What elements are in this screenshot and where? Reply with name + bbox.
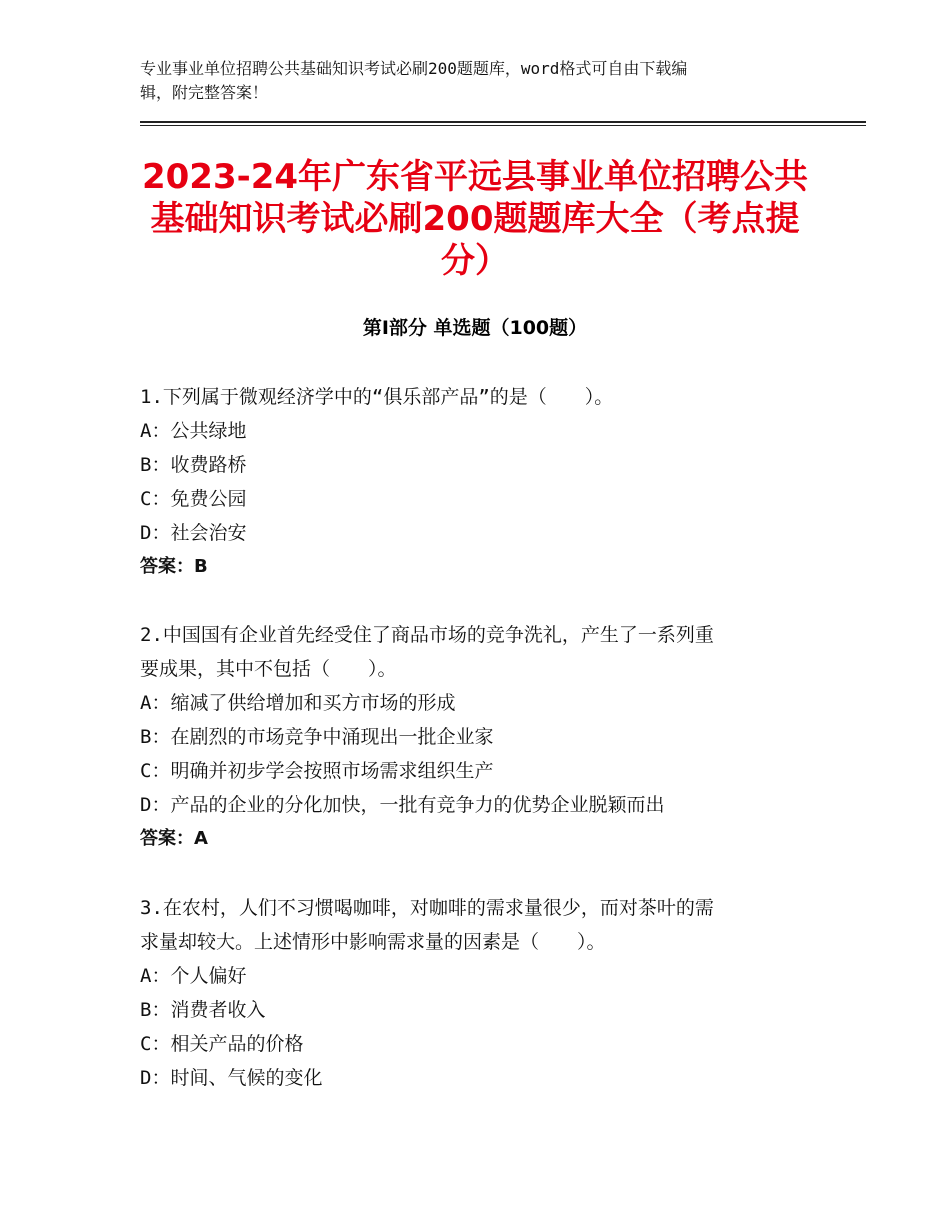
header-rule-thick — [140, 121, 866, 123]
question-stem-line-2: 要成果，其中不包括（ ）。 — [140, 658, 397, 680]
question-1 — [140, 380, 810, 584]
title-line-1: 2023-24年广东省平远县事业单位招聘公共 — [141, 157, 809, 197]
answer: 答案：A — [140, 828, 208, 849]
option-a: A：个人偏好 — [140, 965, 247, 987]
option-b: B：收费路桥 — [140, 454, 247, 476]
question-stem: 1.下列属于微观经济学中的“俱乐部产品”的是（ ）。 — [140, 386, 614, 408]
document-header-note — [140, 57, 780, 105]
question-stem-line-1: 3.在农村，人们不习惯喝咖啡，对咖啡的需求量很少，而对茶叶的需 — [140, 897, 714, 919]
option-d: D：社会治安 — [140, 522, 247, 544]
question-stem-line-2: 求量却较大。上述情形中影响需求量的因素是（ ）。 — [140, 931, 606, 953]
document-title — [140, 156, 810, 282]
section-title: 第Ⅰ部分 单选题（100题） — [362, 317, 588, 339]
question-3 — [140, 891, 810, 1095]
option-b: B：消费者收入 — [140, 999, 266, 1021]
option-b: B：在剧烈的市场竞争中涌现出一批企业家 — [140, 726, 494, 748]
answer: 答案：B — [140, 556, 208, 577]
header-line-2: 辑，附完整答案！ — [140, 83, 269, 102]
option-c: C：免费公园 — [140, 488, 247, 510]
question-2 — [140, 618, 810, 856]
option-c: C：明确并初步学会按照市场需求组织生产 — [140, 760, 494, 782]
title-line-2: 基础知识考试必刷200题题库大全（考点提 — [150, 199, 800, 239]
option-d: D：时间、气候的变化 — [140, 1067, 323, 1089]
option-c: C：相关产品的价格 — [140, 1033, 304, 1055]
question-stem-line-1: 2.中国国有企业首先经受住了商品市场的竞争洗礼，产生了一系列重 — [140, 624, 714, 646]
option-d: D：产品的企业的分化加快，一批有竞争力的优势企业脱颖而出 — [140, 794, 665, 816]
title-line-3: 分） — [441, 241, 509, 281]
option-a: A：缩减了供给增加和买方市场的形成 — [140, 692, 456, 714]
header-rule-thin — [140, 125, 866, 126]
header-line-1: 专业事业单位招聘公共基础知识考试必刷200题题库，word格式可自由下载编 — [140, 59, 688, 78]
option-a: A：公共绿地 — [140, 420, 247, 442]
